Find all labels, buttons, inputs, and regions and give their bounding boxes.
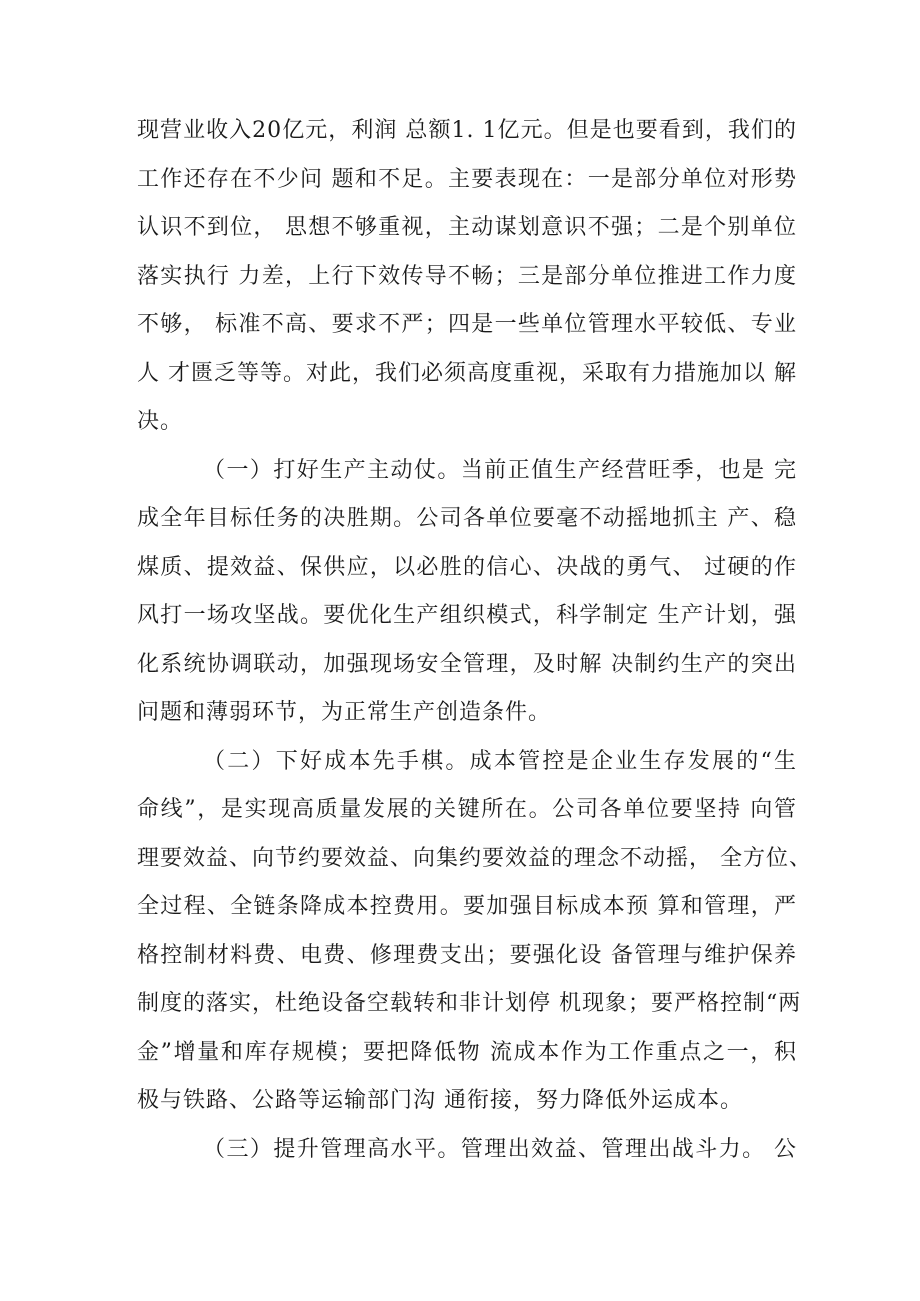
paragraph-3 <box>137 738 812 1126</box>
text-line: （三）提升管理高水平。管理出效益、管理出战斗力。 公 <box>203 1136 797 1162</box>
text-line: 理要效益、向节约要效益、向集约要效益的理念不动摇， 全方位、 <box>137 845 812 871</box>
text-line: 金”增量和库存规模；要把降低物 流成本作为工作重点之一，积 <box>137 1039 797 1065</box>
text-line: 格控制材料费、电费、修理费支出；要强化设 备管理与维护保养 <box>137 942 797 968</box>
text-line: 全过程、全链条降成本控费用。要加强目标成本预 算和管理，严 <box>137 894 797 919</box>
text-line: 风打一场攻坚战。要优化生产组织模式，科学制定 生产计划，强 <box>137 603 797 628</box>
text-line: （一）打好生产主动仗。当前正值生产经营旺季，也是 完 <box>203 457 797 483</box>
text-line: 落实执行 力差，上行下效传导不畅；三是部分单位推进工作力度 <box>137 263 797 289</box>
text-line: 制度的落实，杜绝设备空载转和非计划停 机现象；要严格控制“两 <box>137 991 802 1016</box>
text-line: 决。 <box>137 409 184 434</box>
text-line: 化系统协调联动，加强现场安全管理，及时解 决制约生产的突出 <box>137 651 797 677</box>
paragraph-1 <box>137 107 797 447</box>
text-line: 工作还存在不少问 题和不足。主要表现在：一是部分单位对形势 <box>137 166 797 192</box>
text-line: 不够， 标准不高、要求不严；四是一些单位管理水平较低、专业 <box>137 312 797 337</box>
paragraph-4 <box>137 1126 797 1175</box>
text-line: 人 才匮乏等等。对此，我们必须高度重视，采取有力措施加以 解 <box>137 360 797 386</box>
text-line: （二）下好成本先手棋。成本管控是企业生存发展的“生 <box>203 748 797 774</box>
paragraph-2 <box>137 447 797 738</box>
text-line: 成全年目标任务的决胜期。公司各单位要毫不动摇地抓主 产、稳 <box>137 506 797 531</box>
text-line: 极与铁路、公路等运输部门沟 通衔接，努力降低外运成本。 <box>137 1088 743 1113</box>
text-line: 命线”，是实现高质量发展的关键所在。公司各单位要坚持 向管 <box>137 797 797 822</box>
text-line: 煤质、提效益、保供应，以必胜的信心、决战的勇气、 过硬的作 <box>137 554 797 580</box>
document-body <box>137 107 812 1174</box>
text-line: 认识不到位， 思想不够重视，主动谋划意识不强；二是个别单位 <box>137 215 797 240</box>
text-line: 现营业收入20亿元，利润 总额1. 1亿元。但是也要看到，我们的 <box>137 118 797 143</box>
text-line: 问题和薄弱环节，为正常生产创造条件。 <box>137 700 552 725</box>
